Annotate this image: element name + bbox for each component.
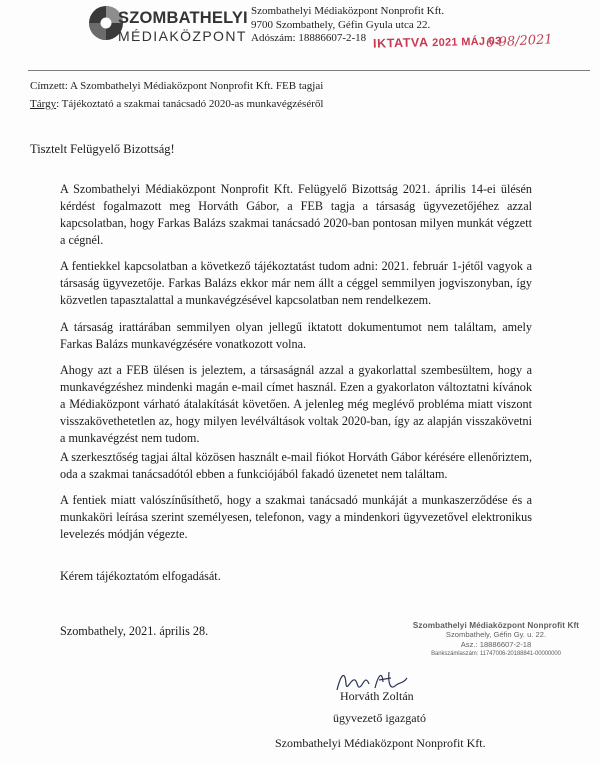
body-paragraph: Ahogy azt a FEB ülésen is jeleztem, a társaságnál azzal a gyakorlattal szembesültem, hogy a munkavégzéshez mindenki magán e-mail címet használ. Ezen a gyakorlaton változtatni kívánok a Médiaközpont várható átalakítását követően. A jelenleg még meglévő probléma miatt viszont visszakövethetetlen az, hogy milyen levélváltások voltak 2020-ban, így az alapján visszakövetni a munkavégzést nem tudom. <box>60 363 532 445</box>
signer-company: Szombathelyi Médiaközpont Nonprofit Kft. <box>275 736 486 750</box>
subject-text: : Tájékoztató a szakmai tanácsadó 2020-as munkavégzéséről <box>56 98 324 110</box>
header-divider <box>28 70 590 71</box>
recipient-line: Címzett: A Szombathelyi Médiaközpont Nonprofit Kft. FEB tagjai <box>30 80 324 92</box>
company-name: Szombathelyi Médiaközpont Nonprofit Kft. <box>251 5 445 17</box>
received-stamp-label: IKTATVA <box>372 35 429 51</box>
body-paragraph: A szerkesztőség tagjai által közösen használt e-mail fiókot Horváth Gábor kérésére ellenőriztem, oda a szakmai tanácsadótól ebben a funkciójából fakadó üzenetet nem találtam. <box>60 450 532 481</box>
signer-role: ügyvezető igazgató <box>333 711 426 725</box>
logo-wordmark-line1: SZOMBATHELYI <box>118 9 248 27</box>
company-stamp-bank: Bankszámlaszám: 11747006-20188841-00000000 <box>431 651 561 657</box>
body-paragraph: A fentiek miatt valószínűsíthető, hogy a szakmai tanácsadó munkáját a munkaszerződése és a munkaköri leírása szerint személyesen, telefonon, vagy a mindenkori ügyvezetővel elektronikus levelezés módján végezte. <box>60 493 532 541</box>
closing-line: Kérem tájékoztatóm elfogadását. <box>60 569 221 583</box>
body-paragraph: A fentiekkel kapcsolatban a következő tájékoztatást tudom adni: 2021. február 1-jétől vagyok a társaság ügyvezetője. Farkas Balázs ekkor már nem állt a céggel semmilyen jogviszonyban, így közvetlen tapasztalattal a munkavégzésével kapcsolatban nem rendelkezem. <box>60 259 532 307</box>
salutation: Tisztelt Felügyelő Bizottság! <box>30 142 175 156</box>
company-stamp-name: Szombathelyi Médiaközpont Nonprofit Kft <box>412 621 580 630</box>
company-logo <box>88 5 248 49</box>
company-stamp-address: Szombathely, Géfin Gy. u. 22. <box>445 630 547 639</box>
body-paragraph: A társaság irattárában semmilyen olyan jellegű iktatott dokumentumot nem találtam, amely Farkas Balázs munkavégzésére vonatkozott volna. <box>60 320 532 351</box>
received-stamp <box>373 33 502 50</box>
company-stamp-tax: Asz.: 18886607-2-18 <box>460 640 532 649</box>
company-stamp <box>396 621 596 658</box>
subject-line <box>30 98 323 110</box>
signer-name: Horváth Zoltán <box>340 689 414 703</box>
date-line: Szombathely, 2021. április 28. <box>60 624 209 638</box>
company-tax-number: Adószám: 18886607-2-18 <box>251 32 367 44</box>
received-stamp-date: 2021 MÁJ 03 <box>432 35 502 50</box>
logo-wordmark-line2: MÉDIAKÖZPONT <box>118 28 247 44</box>
registration-number: 6-98/2021 <box>485 32 554 51</box>
subject-label: Tárgy <box>30 98 57 110</box>
company-address: 9700 Szombathely, Géfin Gyula utca 22. <box>251 18 431 31</box>
body-paragraph: A Szombathelyi Médiaközpont Nonprofit Kft. Felügyelő Bizottság 2021. április 14-ei ülésén kérdést fogalmazott meg Horváth Gábor, a FEB tagja a társaság ügyvezetőjéhez azzal kapcsolatban, hogy Farkas Balázs szakmai tanácsadó 2020-ban pontosan milyen munkát végzett a cégnél. <box>60 182 532 247</box>
